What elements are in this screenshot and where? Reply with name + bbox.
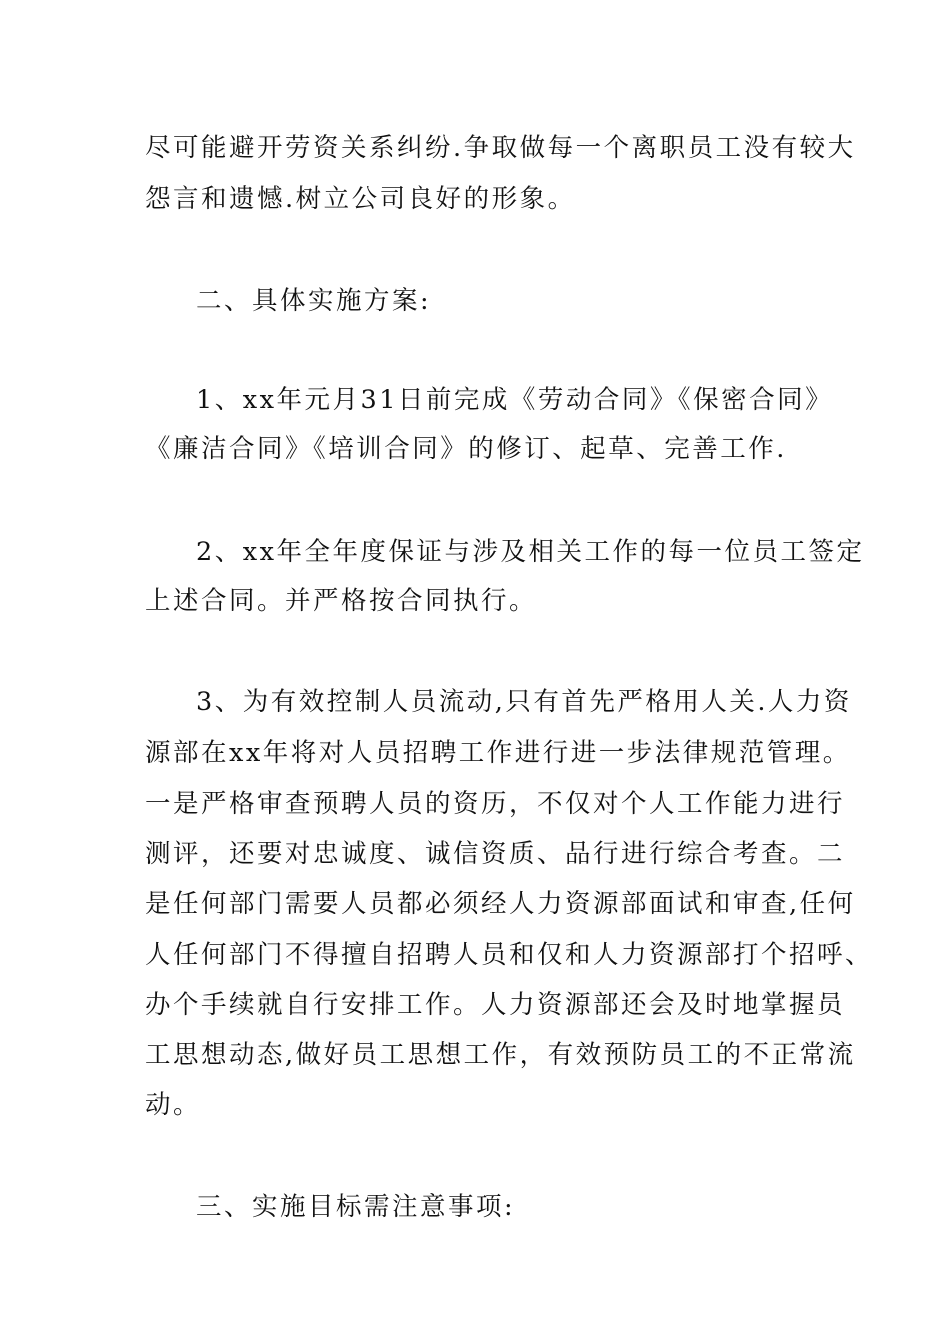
paragraph-line: 办个手续就自行安排工作。人力资源部还会及时地掌握员 xyxy=(145,990,846,1020)
paragraph-line: 源部在xx年将对人员招聘工作进行进一步法律规范管理。 xyxy=(145,738,851,768)
paragraph-line: 工思想动态,做好员工思想工作，有效预防员工的不正常流 xyxy=(145,1040,856,1070)
paragraph-line: 上述合同。并严格按合同执行。 xyxy=(145,586,538,616)
paragraph-line: 人任何部门不得擅自招聘人员和仅和人力资源部打个招呼、 xyxy=(145,940,874,970)
paragraph-line: 怨言和遗憾.树立公司良好的形象。 xyxy=(145,184,576,214)
paragraph-line: 尽可能避开劳资关系纠纷.争取做每一个离职员工没有较大 xyxy=(145,133,856,163)
paragraph-line: 3、为有效控制人员流动,只有首先严格用人关.人力资 xyxy=(196,687,852,717)
paragraph-line: 1、xx年元月31日前完成《劳动合同》《保密合同》 xyxy=(196,385,834,415)
section-heading: 三、实施目标需注意事项: xyxy=(196,1192,516,1222)
paragraph-line: 2、xx年全年度保证与涉及相关工作的每一位员工签定 xyxy=(196,537,865,567)
section-heading: 二、具体实施方案: xyxy=(196,286,432,316)
paragraph-line: 《廉洁合同》《培训合同》的修订、起草、完善工作. xyxy=(145,434,787,464)
paragraph-line: 动。 xyxy=(145,1090,202,1120)
paragraph-line: 一是严格审查预聘人员的资历，不仅对个人工作能力进行 xyxy=(145,789,846,819)
paragraph-line: 测评，还要对忠诚度、诚信资质、品行进行综合考查。二 xyxy=(145,839,846,869)
paragraph-line: 是任何部门需要人员都必须经人力资源部面试和审查,任何 xyxy=(145,889,856,919)
